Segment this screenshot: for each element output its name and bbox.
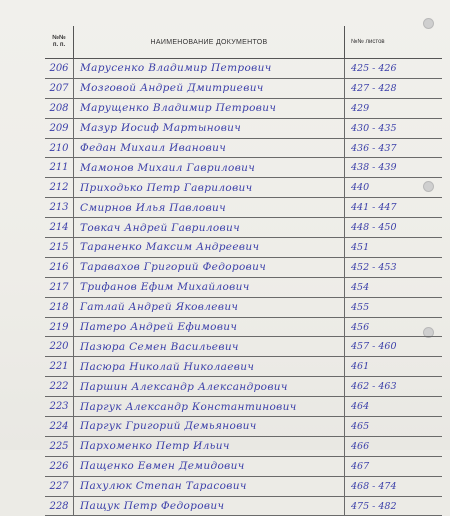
table-row	[45, 118, 442, 138]
row-number: 212	[45, 178, 74, 198]
row-number: 221	[45, 357, 74, 377]
row-name: Гатлай Андрей Яковлевич	[74, 297, 345, 317]
table-row	[45, 476, 442, 496]
row-number: 224	[45, 417, 74, 437]
table-row	[45, 178, 442, 198]
row-number: 217	[45, 277, 74, 297]
table-row	[45, 377, 442, 397]
table-row	[45, 198, 442, 218]
table-row	[45, 337, 442, 357]
table-row	[45, 297, 442, 317]
row-name: Таравахов Григорий Федорович	[74, 257, 345, 277]
row-pages: 457 - 460	[345, 337, 443, 357]
row-name: Пахулюк Степан Тарасович	[74, 476, 345, 496]
row-number: 218	[45, 297, 74, 317]
table-row	[45, 59, 442, 79]
row-pages: 440	[345, 178, 443, 198]
row-number: 225	[45, 436, 74, 456]
table-row	[45, 238, 442, 258]
row-pages: 448 - 450	[345, 218, 443, 238]
row-name: Паршин Александр Александрович	[74, 377, 345, 397]
row-number: 207	[45, 78, 74, 98]
row-pages: 464	[345, 397, 443, 417]
row-name: Паргук Григорий Демьянович	[74, 417, 345, 437]
table-header	[45, 26, 442, 59]
row-name: Товкач Андрей Гаврилович	[74, 218, 345, 238]
row-number: 220	[45, 337, 74, 357]
table-row	[45, 257, 442, 277]
row-number: 206	[45, 59, 74, 79]
header-pages: №№ листов	[345, 26, 443, 59]
header-document-name: НАИМЕНОВАНИЕ ДОКУМЕНТОВ	[74, 26, 345, 59]
row-number: 216	[45, 257, 74, 277]
row-number: 214	[45, 218, 74, 238]
table-row	[45, 456, 442, 476]
row-pages: 441 - 447	[345, 198, 443, 218]
row-name: Пащенко Евмен Демидович	[74, 456, 345, 476]
table-row	[45, 357, 442, 377]
row-pages: 465	[345, 417, 443, 437]
table-row	[45, 277, 442, 297]
row-number: 222	[45, 377, 74, 397]
row-number: 223	[45, 397, 74, 417]
row-pages: 468 - 474	[345, 476, 443, 496]
row-pages: 466	[345, 436, 443, 456]
row-pages: 425 - 426	[345, 59, 443, 79]
row-number: 213	[45, 198, 74, 218]
row-name: Паргук Александр Константинович	[74, 397, 345, 417]
row-name: Приходько Петр Гаврилович	[74, 178, 345, 198]
table-row	[45, 98, 442, 118]
row-pages: 451	[345, 238, 443, 258]
table-row	[45, 78, 442, 98]
table-row	[45, 158, 442, 178]
table-row	[45, 218, 442, 238]
table-row	[45, 397, 442, 417]
row-number: 210	[45, 138, 74, 158]
table-row	[45, 417, 442, 437]
table-row	[45, 317, 442, 337]
row-pages: 462 - 463	[345, 377, 443, 397]
row-name: Пасюра Николай Николаевич	[74, 357, 345, 377]
table-row	[45, 496, 442, 516]
table-body	[45, 59, 442, 516]
row-pages: 454	[345, 277, 443, 297]
row-name: Смирнов Илья Павлович	[74, 198, 345, 218]
row-pages: 438 - 439	[345, 158, 443, 178]
row-name: Патеро Андрей Ефимович	[74, 317, 345, 337]
row-pages: 456	[345, 317, 443, 337]
row-number: 226	[45, 456, 74, 476]
row-number: 219	[45, 317, 74, 337]
row-pages: 455	[345, 297, 443, 317]
row-name: Трифанов Ефим Михайлович	[74, 277, 345, 297]
row-pages: 436 - 437	[345, 138, 443, 158]
row-pages: 430 - 435	[345, 118, 443, 138]
row-name: Пащук Петр Федорович	[74, 496, 345, 516]
row-number: 228	[45, 496, 74, 516]
row-number: 227	[45, 476, 74, 496]
row-pages: 452 - 453	[345, 257, 443, 277]
row-number: 215	[45, 238, 74, 258]
row-name: Мозговой Андрей Дмитриевич	[74, 78, 345, 98]
documents-table	[45, 26, 442, 516]
row-number: 211	[45, 158, 74, 178]
table-row	[45, 436, 442, 456]
row-pages: 475 - 482	[345, 496, 443, 516]
row-name: Мамонов Михаил Гаврилович	[74, 158, 345, 178]
row-name: Марущенко Владимир Петрович	[74, 98, 345, 118]
header-number: №№ п. п.	[45, 26, 74, 59]
row-name: Марусенко Владимир Петрович	[74, 59, 345, 79]
row-pages: 467	[345, 456, 443, 476]
row-name: Мазур Иосиф Мартынович	[74, 118, 345, 138]
row-name: Тараненко Максим Андреевич	[74, 238, 345, 258]
row-pages: 461	[345, 357, 443, 377]
row-pages: 429	[345, 98, 443, 118]
row-name: Пазюра Семен Васильевич	[74, 337, 345, 357]
row-name: Федан Михаил Иванович	[74, 138, 345, 158]
table-row	[45, 138, 442, 158]
row-name: Пархоменко Петр Ильич	[74, 436, 345, 456]
row-pages: 427 - 428	[345, 78, 443, 98]
row-number: 208	[45, 98, 74, 118]
row-number: 209	[45, 118, 74, 138]
